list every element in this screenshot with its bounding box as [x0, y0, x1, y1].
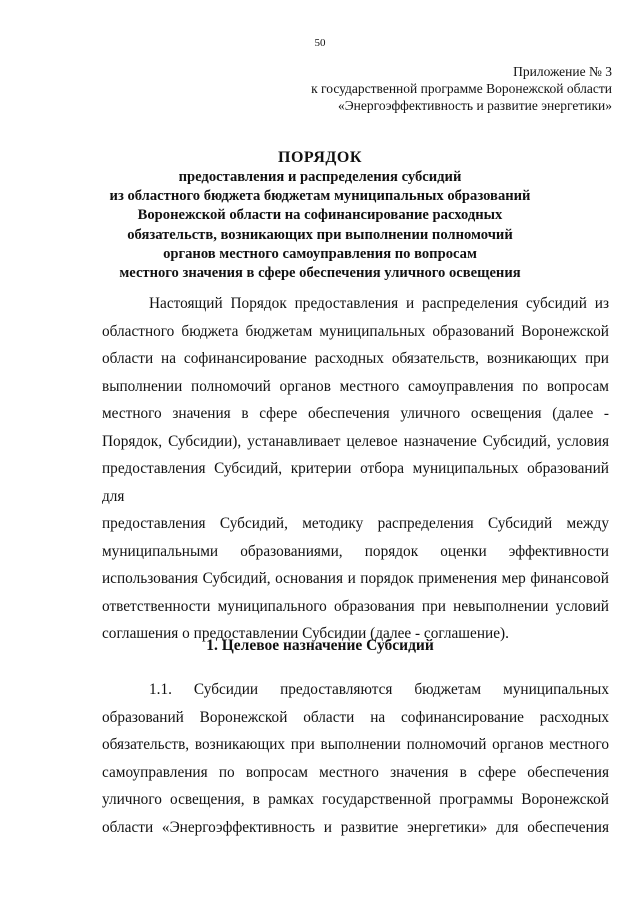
title-line: предоставления и распределения субсидий [178, 169, 462, 185]
text-line: муниципальными образованиями, порядок оценки эффективности [102, 542, 609, 560]
text-line: соглашения о предоставлении Субсидии (далее - соглашение). [102, 625, 509, 642]
title-line: из областного бюджета бюджетам муниципальных образований [109, 188, 531, 205]
text-line: ответственности муниципального образования при невыполнении условий [102, 597, 609, 615]
title-subtitle [0, 168, 640, 283]
document-title [0, 148, 640, 283]
text-line: самоуправления по вопросам местного значения в сфере обеспечения [102, 763, 609, 781]
text-line: предоставления Субсидий, критерии отбора муниципальных образований для [102, 460, 609, 505]
section-paragraph [102, 676, 609, 841]
title-line: органов местного самоуправления по вопросам [163, 245, 477, 262]
appendix-note [311, 63, 612, 114]
appendix-line: к государственной программе Воронежской области [311, 81, 612, 96]
intro-paragraph [102, 290, 609, 648]
page-number: 50 [314, 37, 326, 49]
text-line: Настоящий Порядок предоставления и распределения субсидий из [149, 295, 609, 312]
text-line: использования Субсидий, основания и порядок применения мер финансовой [102, 570, 609, 587]
text-line: обязательств, возникающих при выполнении полномочий органов местного [102, 736, 609, 753]
title-line: обязательств, возникающих при выполнении полномочий [127, 226, 513, 243]
appendix-line: Приложение № 3 [513, 64, 612, 79]
title-main: ПОРЯДОК [278, 149, 362, 166]
appendix-line: «Энергоэффективность и развитие энергетики» [337, 98, 612, 113]
section-heading: 1. Целевое назначение Субсидий [206, 637, 434, 654]
text-line: образований Воронежской области на софинансирование расходных [102, 708, 609, 726]
text-line: областного бюджета бюджетам муниципальных образований Воронежской [102, 322, 609, 340]
text-line: предоставления Субсидий, методику распределения Субсидий между [102, 515, 609, 532]
text-line: местного значения в сфере обеспечения уличного освещения (далее - [102, 405, 609, 422]
text-line: выполнении полномочий органов местного самоуправления по вопросам [102, 377, 609, 395]
title-line: местного значения в сфере обеспечения уличного освещения [119, 265, 521, 282]
text-line: 1.1. Субсидии предоставляются бюджетам муниципальных [149, 681, 609, 698]
text-line: Порядок, Субсидии), устанавливает целевое назначение Субсидий, условия [102, 432, 609, 450]
text-line: области «Энергоэффективность и развитие энергетики» для обеспечения [102, 818, 609, 836]
text-line: уличного освещения, в рамках государственной программы Воронежской [102, 791, 609, 808]
text-line: области на софинансирование расходных обязательств, возникающих при [102, 350, 609, 367]
title-line: Воронежской области на софинансирование расходных [137, 207, 503, 224]
